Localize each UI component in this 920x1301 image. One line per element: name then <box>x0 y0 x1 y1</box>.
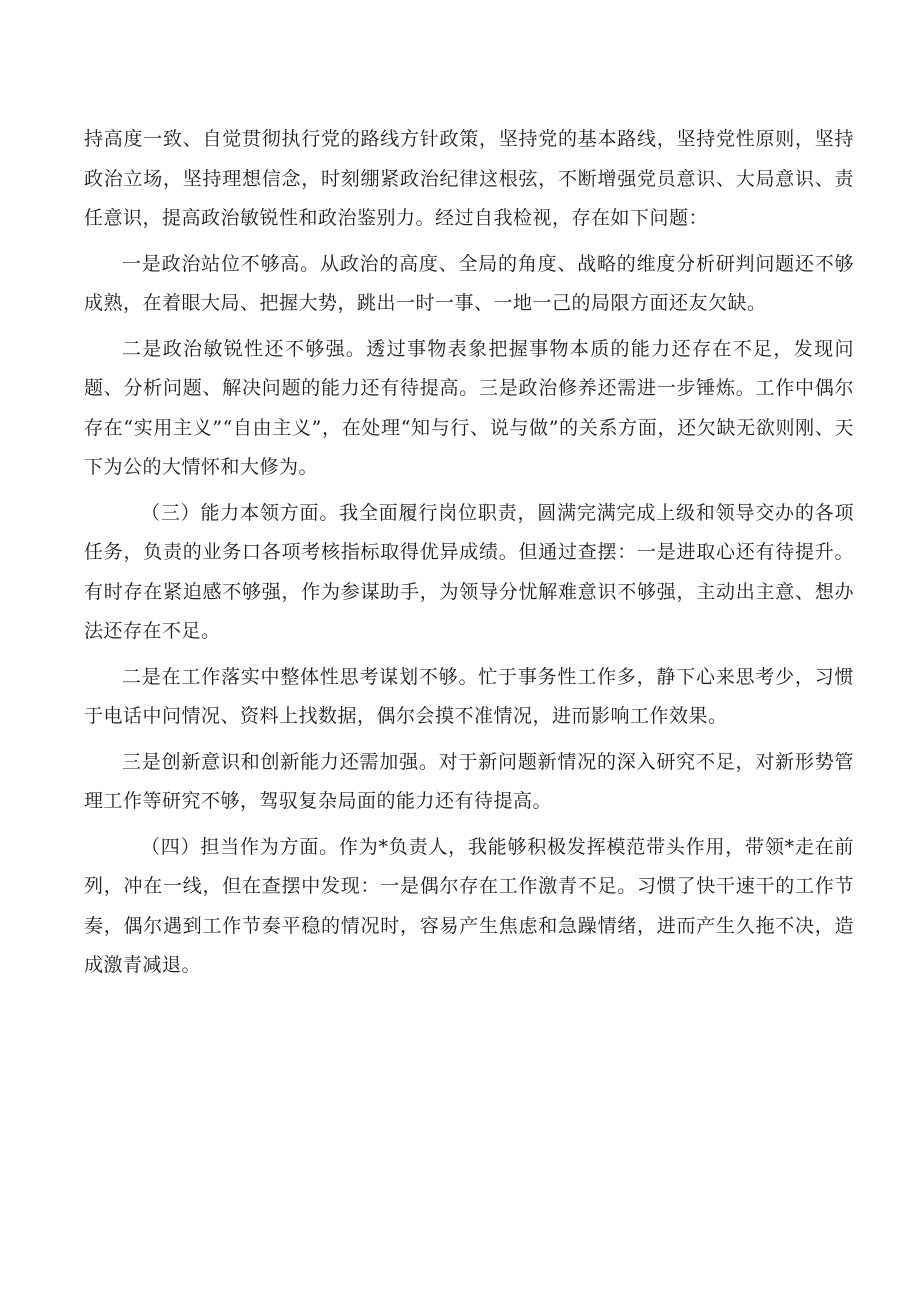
paragraph-political-sensitivity: 二是政治敏锐性还不够强。透过事物表象把握事物本质的能力还存在不足，发现问题、分析问题、解决问题的能力还有待提高。三是政治修养还需进一步锤炼。工作中偶尔存在“实用主义”“自由主义”，在处理“知与行、说与做”的关系方面，还欠缺无欲则刚、天下为公的大情怀和大修为。 <box>84 337 854 478</box>
paragraph-responsibility-section: （四）担当作为方面。作为*负责人，我能够积极发挥模范带头作用，带领*走在前列，冲在一线，但在查摆中发现：一是偶尔存在工作激青不足。习惯了快干速干的工作节奏，偶尔遇到工作节奏平稳的情况时，容易产生焦虑和急躁情绪，进而产生久拖不决，造成激青减退。 <box>84 835 854 976</box>
paragraph-political-stance: 一是政治站位不够高。从政治的高度、全局的角度、战略的维度分析研判问题还不够成熟，在着眼大局、把握大势，跳出一时一事、一地一己的局限方面还友欠缺。 <box>84 252 854 314</box>
paragraph-ability-section: （三）能力本领方面。我全面履行岗位职责，圆满完满完成上级和领导交办的各项任务，负责的业务口各项考核指标取得优异成绩。但通过查摆：一是进取心还有待提升。有时存在紧迫感不够强，作为参谋助手，为领导分忧解难意识不够强，主动出主意、想办法还存在不足。 <box>84 501 854 642</box>
paragraph-work-planning: 二是在工作落实中整体性思考谋划不够。忙于事务性工作多，静下心来思考少，习惯于电话中问情况、资料上找数据，偶尔会摸不准情况，进而影响工作效果。 <box>84 665 854 727</box>
paragraph-innovation: 三是创新意识和创新能力还需加强。对于新问题新情况的深入研究不足，对新形势管理工作等研究不够，驾驭复杂局面的能力还有待提高。 <box>84 750 854 812</box>
paragraph-continuation: 持高度一致、自觉贯彻执行党的路线方针政策，坚持党的基本路线，坚持党性原则，坚持政治立场，坚持理想信念，时刻绷紧政治纪律这根弦，不断增强党员意识、大局意识、责任意识，提高政治敏锐性和政治鉴别力。经过自我检视，存在如下问题： <box>84 128 854 229</box>
document-body <box>84 120 854 986</box>
